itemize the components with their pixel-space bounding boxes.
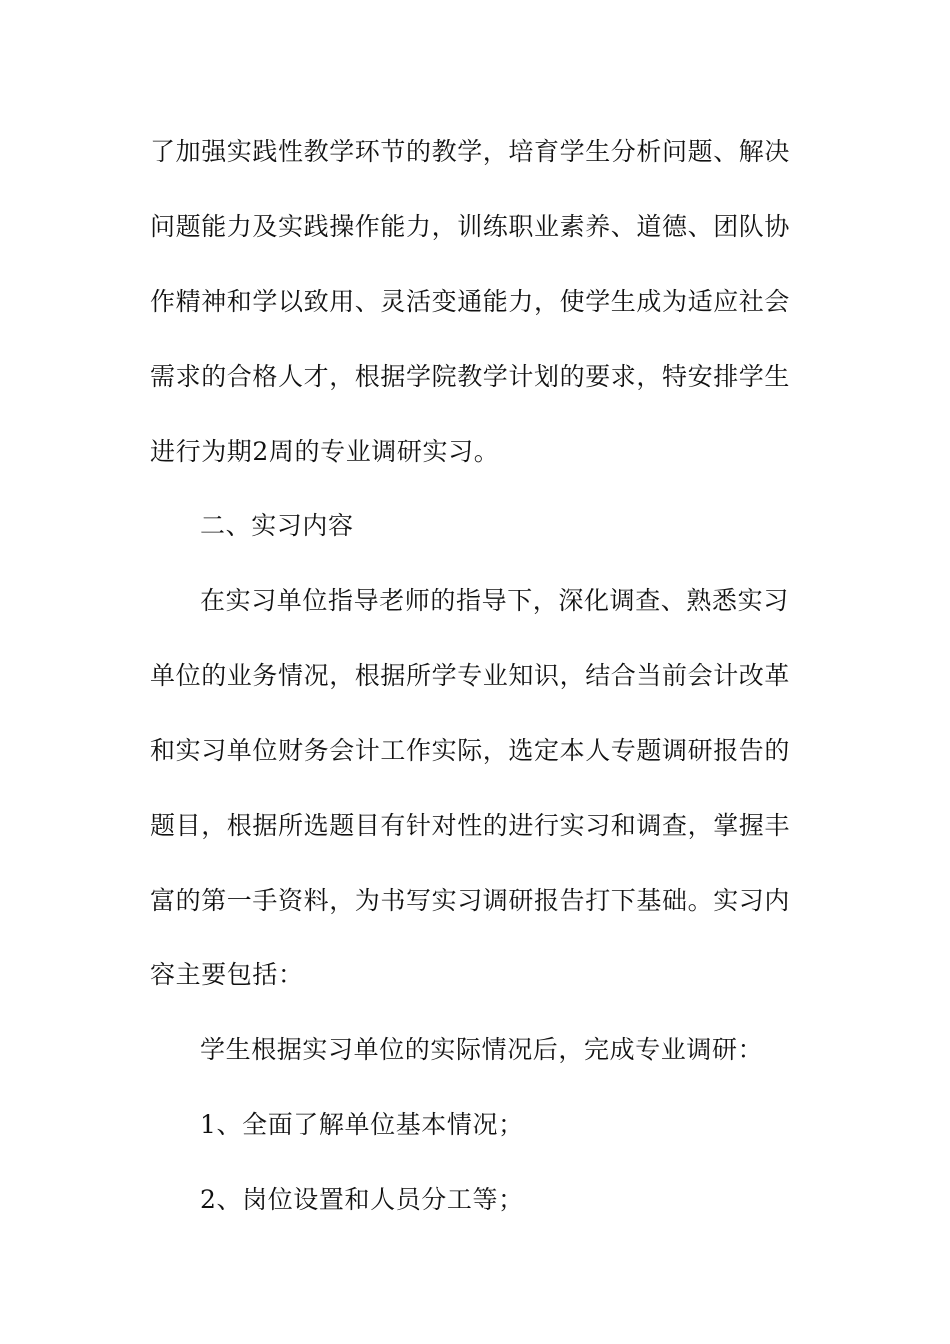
list-item: 2、岗位设置和人员分工等； <box>200 1185 524 1214</box>
paragraph-line: 作精神和学以致用、灵活变通能力，使学生成为适应社会 <box>150 287 791 316</box>
paragraph-line: 富的第一手资料，为书写实习调研报告打下基础。实习内 <box>150 886 791 915</box>
paragraph-line: 和实习单位财务会计工作实际，选定本人专题调研报告的 <box>150 736 791 765</box>
paragraph-line: 问题能力及实践操作能力，训练职业素养、道德、团队协 <box>150 212 791 241</box>
list-item: 1、全面了解单位基本情况； <box>200 1110 524 1139</box>
paragraph-line: 进行为期2周的专业调研实习。 <box>150 437 500 466</box>
paragraph-line: 了加强实践性教学环节的教学，培育学生分析问题、解决 <box>150 137 791 166</box>
paragraph-line: 在实习单位指导老师的指导下，深化调查、熟悉实习 <box>200 586 789 615</box>
paragraph-line: 题目，根据所选题目有针对性的进行实习和调查，掌握丰 <box>150 811 791 840</box>
paragraph-line: 需求的合格人才，根据学院教学计划的要求，特安排学生 <box>150 362 791 391</box>
section-heading: 二、实习内容 <box>200 511 354 540</box>
paragraph-line: 单位的业务情况，根据所学专业知识，结合当前会计改革 <box>150 661 791 690</box>
paragraph-line: 学生根据实习单位的实际情况后，完成专业调研： <box>200 1035 764 1064</box>
paragraph-line: 容主要包括： <box>150 960 304 989</box>
